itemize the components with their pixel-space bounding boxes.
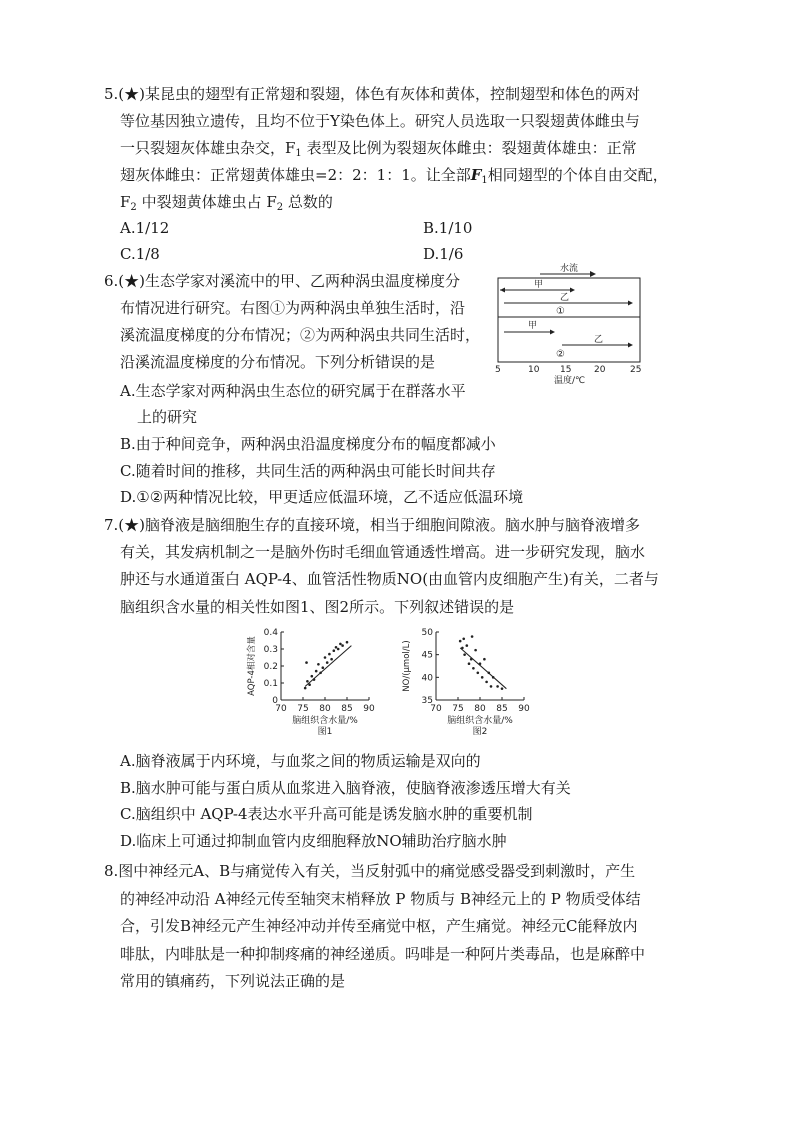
q6-tick-25: 25 xyxy=(630,365,642,375)
panel1-marker: ① xyxy=(556,306,565,317)
y-tick-label: 0.2 xyxy=(263,662,278,672)
data-point xyxy=(481,676,484,679)
data-point xyxy=(483,658,486,661)
panel2-jia-label: 甲 xyxy=(528,321,538,331)
q8-line1: 8.图中神经元A、B与痛觉传入有关，当反射弧中的痛觉感受器受到刺激时，产生 xyxy=(104,862,636,880)
x-tick-label: 90 xyxy=(518,704,530,714)
data-point xyxy=(477,672,480,675)
y-tick-label: 0 xyxy=(272,696,278,706)
q6-tick-5: 5 xyxy=(495,365,501,375)
q6-xlabel: 温度/℃ xyxy=(554,376,586,386)
panel1-jia-label: 甲 xyxy=(534,280,544,290)
data-point xyxy=(317,663,320,666)
data-point xyxy=(490,685,493,688)
data-point xyxy=(462,638,465,641)
q6-tick-15: 15 xyxy=(560,365,572,375)
q6-option-a[interactable]: A.生态学家对两种涡虫生态位的研究属于在群落水平 xyxy=(120,382,466,400)
data-point xyxy=(346,641,349,644)
data-point xyxy=(335,646,338,649)
q8-line2: 的神经冲动沿 A神经元传至轴突末梢释放 P 物质与 B神经元上的 P 物质受体结 xyxy=(120,890,641,908)
data-point xyxy=(311,675,314,678)
y-tick-label: 45 xyxy=(421,650,433,661)
q6-axis-ticks xyxy=(495,365,641,375)
x-tick-label: 70 xyxy=(430,704,442,714)
q7-line1: 7.(★)脑脊液是脑细胞生存的直接环境，相当于细胞间隙液。脑水肿与脑脊液增多 xyxy=(104,516,641,534)
q6-option-c[interactable]: C.随着时间的推移，共同生活的两种涡虫可能长时间共存 xyxy=(120,462,496,480)
x-tick-label: 80 xyxy=(474,704,486,714)
data-point xyxy=(339,643,342,646)
trend-line xyxy=(305,646,351,687)
data-point xyxy=(501,687,504,690)
data-point xyxy=(459,640,462,643)
data-point xyxy=(472,667,475,670)
y-tick-label: 50 xyxy=(421,628,433,638)
y-tick-label: 35 xyxy=(421,696,433,706)
data-point xyxy=(337,648,340,651)
data-point xyxy=(305,661,308,664)
q5-line5: $F_2$ 中裂翅黄体雄虫占 $F_2$ 总数的 xyxy=(120,193,333,213)
q6-tick-10: 10 xyxy=(528,365,540,375)
q6-line1: 6.(★)生态学家对溪流中的甲、乙两种涡虫温度梯度分 xyxy=(104,272,461,290)
x-tick-label: 90 xyxy=(363,704,375,714)
figure-2-scatter xyxy=(400,622,540,740)
y-tick-label: 0.4 xyxy=(263,628,278,638)
y-tick-label: 40 xyxy=(421,673,433,684)
data-point xyxy=(466,644,469,647)
figure-1-scatter xyxy=(245,622,385,740)
q5-line2: 等位基因独立遗传，且均不位于Y染色体上。研究人员选取一只裂翅黄体雌虫与 xyxy=(120,112,640,130)
q6-line3: 溪流温度梯度的分布情况；②为两种涡虫共同生活时， xyxy=(120,326,481,344)
chart-title: 图2 xyxy=(472,727,488,737)
q5-option-a[interactable]: A.1/12 xyxy=(120,219,170,237)
q7-option-d[interactable]: D.临床上可通过抑制血管内皮细胞释放NO辅助治疗脑水肿 xyxy=(120,832,507,850)
q8-line3: 合，引发B神经元产生神经冲动并传至痛觉中枢，产生痛觉。神经元C能释放内 xyxy=(120,917,638,935)
q7-option-b[interactable]: B.脑水肿可能与蛋白质从血浆进入脑脊液，使脑脊液渗透压增大有关 xyxy=(120,779,571,797)
x-axis-label: 脑组织含水量/% xyxy=(447,716,513,726)
data-point xyxy=(324,656,327,659)
data-point xyxy=(341,644,344,647)
data-point xyxy=(330,658,333,661)
data-point xyxy=(471,635,474,638)
data-point xyxy=(474,649,477,652)
x-tick-label: 85 xyxy=(341,704,353,714)
data-point xyxy=(328,653,331,656)
data-point xyxy=(485,681,488,684)
data-point xyxy=(463,653,466,656)
data-point xyxy=(304,687,307,690)
q6-temperature-figure xyxy=(490,262,650,386)
q5-line1: 5.(★)某昆虫的翅型有正常翅和裂翅，体色有灰体和黄体，控制翅型和体色的两对 xyxy=(104,85,641,103)
x-tick-label: 85 xyxy=(496,704,508,714)
flow-label: 水流 xyxy=(560,264,579,274)
q5-line4: 翅灰体雌虫：正常翅黄体雄虫=2：2：1：1。让全部$F_1$相同翅型的个体自由交配， xyxy=(120,166,668,186)
x-tick-label: 70 xyxy=(275,704,287,714)
q6-line4: 沿溪流温度梯度的分布情况。下列分析错误的是 xyxy=(120,353,436,371)
q6-tick-20: 20 xyxy=(594,365,606,375)
q5-line3: 一只裂翅灰体雄虫杂交，$F_1$ 表型及比例为裂翅灰体雌虫：裂翅黄体雄虫：正常 xyxy=(120,139,637,159)
q6-option-a-cont: 上的研究 xyxy=(137,408,198,426)
data-point xyxy=(306,680,309,683)
q6-option-b[interactable]: B.由于种间竞争，两种涡虫沿温度梯度分布的幅度都减小 xyxy=(120,435,496,453)
q6-line2: 布情况进行研究。右图①为两种涡虫单独生活时，沿 xyxy=(120,299,466,317)
data-point xyxy=(468,662,471,665)
y-axis-label: AQP-4相对含量 xyxy=(247,636,257,696)
q7-option-c[interactable]: C.脑组织中 AQP-4表达水平升高可能是诱发脑水肿的重要机制 xyxy=(120,805,533,823)
q5-option-d[interactable]: D.1/6 xyxy=(423,245,464,263)
x-tick-label: 75 xyxy=(297,704,309,714)
panel2-yi-label: 乙 xyxy=(594,335,604,345)
q5-option-b[interactable]: B.1/10 xyxy=(423,219,473,237)
q7-line3: 肿还与水通道蛋白 AQP-4、血管活性物质NO(由血管内皮细胞产生)有关，二者与 xyxy=(120,570,659,588)
q8-line4: 啡肽，内啡肽是一种抑制疼痛的神经递质。吗啡是一种阿片类毒品，也是麻醉中 xyxy=(120,945,646,963)
chart-title: 图1 xyxy=(317,727,333,737)
data-point xyxy=(322,666,325,669)
x-tick-label: 80 xyxy=(319,704,331,714)
q6-option-d[interactable]: D.①②两种情况比较，甲更适应低温环境，乙不适应低温环境 xyxy=(120,488,524,506)
x-axis-label: 脑组织含水量/% xyxy=(292,716,358,726)
y-axis-label: NO/(μmol/L) xyxy=(402,640,412,692)
data-point xyxy=(315,670,318,673)
trend-line xyxy=(460,648,506,689)
data-point xyxy=(496,685,499,688)
q7-line4: 脑组织含水量的相关性如图1、图2所示。下列叙述错误的是 xyxy=(120,598,515,616)
q5-option-c[interactable]: C.1/8 xyxy=(120,245,160,263)
panel1-yi-label: 乙 xyxy=(560,293,570,303)
q7-option-a[interactable]: A.脑脊液属于内环境，与血浆之间的物质运输是双向的 xyxy=(120,752,481,770)
x-tick-label: 75 xyxy=(452,704,464,714)
q7-line2: 有关，其发病机制之一是脑外伤时毛细血管通透性增高。进一步研究发现，脑水 xyxy=(120,543,646,561)
data-point xyxy=(333,649,336,652)
panel2-marker: ② xyxy=(556,349,565,360)
data-point xyxy=(326,661,329,664)
y-tick-label: 0.3 xyxy=(263,645,278,655)
q8-line5: 常用的镇痛药，下列说法正确的是 xyxy=(120,972,346,990)
y-tick-label: 0.1 xyxy=(263,679,278,689)
